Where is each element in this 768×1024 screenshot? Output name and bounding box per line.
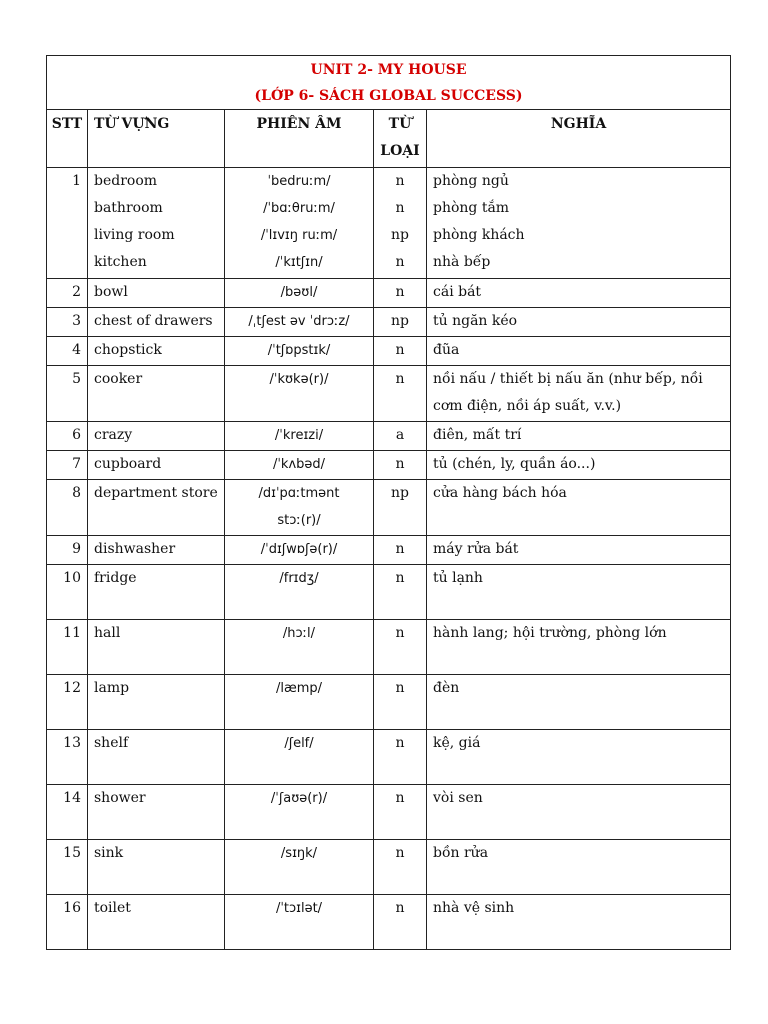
table-row	[47, 308, 731, 337]
cell-pos	[374, 620, 427, 675]
table-row	[47, 730, 731, 785]
cell-word	[88, 451, 225, 480]
cell-pos	[374, 895, 427, 950]
cell-word-line: chopstick	[94, 342, 162, 358]
cell-meaning	[427, 536, 731, 565]
cell-pos-line: n	[395, 735, 405, 751]
cell-word-line: cupboard	[94, 456, 162, 472]
cell-word-line: shelf	[94, 735, 129, 751]
cell-stt: 13	[47, 730, 88, 785]
cell-ipa-line: /ʃelf/	[284, 736, 314, 751]
table-row	[47, 536, 731, 565]
cell-pos	[374, 308, 427, 337]
cell-pos	[374, 480, 427, 536]
title-line-1: UNIT 2- MY HOUSE	[310, 62, 467, 78]
cell-ipa-line: stɔː(r)/	[277, 513, 321, 528]
cell-word	[88, 565, 225, 620]
cell-meaning	[427, 565, 731, 620]
cell-meaning	[427, 451, 731, 480]
cell-pos	[374, 168, 427, 279]
cell-word	[88, 730, 225, 785]
cell-stt: 10	[47, 565, 88, 620]
cell-ipa-line: /ˈʃaʊə(r)/	[270, 791, 328, 806]
title-line-2: (LỚP 6- SÁCH GLOBAL SUCCESS)	[254, 88, 523, 104]
title-row	[47, 56, 731, 110]
cell-word-line: bowl	[94, 284, 128, 300]
cell-ipa	[225, 366, 374, 422]
cell-pos-line: np	[391, 485, 409, 501]
cell-word	[88, 675, 225, 730]
cell-word-line: sink	[94, 845, 124, 861]
cell-meaning	[427, 895, 731, 950]
cell-meaning-line: đũa	[433, 342, 460, 358]
cell-word-line: bedroom	[94, 173, 158, 189]
cell-meaning-line: cái bát	[433, 284, 482, 300]
cell-word-line: kitchen	[94, 254, 147, 270]
cell-meaning-line: phòng khách	[433, 227, 525, 243]
header-pos	[374, 110, 427, 168]
cell-ipa	[225, 422, 374, 451]
header-word: TỪ VỰNG	[88, 110, 225, 168]
cell-word	[88, 785, 225, 840]
cell-word	[88, 620, 225, 675]
cell-pos-line: n	[395, 845, 405, 861]
cell-pos-line: n	[395, 200, 405, 216]
cell-ipa	[225, 785, 374, 840]
cell-meaning	[427, 366, 731, 422]
cell-ipa-line: /frɪdʒ/	[279, 571, 319, 586]
cell-pos	[374, 840, 427, 895]
cell-stt: 5	[47, 366, 88, 422]
cell-word-line: department store	[94, 485, 218, 501]
cell-meaning-line: kệ, giá	[433, 735, 481, 751]
cell-pos	[374, 366, 427, 422]
cell-stt: 4	[47, 337, 88, 366]
cell-ipa-line: /ˈdɪʃwɒʃə(r)/	[260, 542, 338, 557]
cell-pos	[374, 536, 427, 565]
cell-pos	[374, 337, 427, 366]
cell-word	[88, 895, 225, 950]
header-pos-line-2: LOẠI	[380, 143, 420, 159]
cell-meaning-line: vòi sen	[433, 790, 483, 806]
cell-ipa-line: /ˈtɔɪlət/	[275, 901, 323, 916]
cell-word-line: dishwasher	[94, 541, 176, 557]
cell-pos-line: n	[395, 541, 405, 557]
cell-ipa-line: /ˈtʃɒpstɪk/	[267, 343, 331, 358]
cell-ipa-line: /ˈkɪtʃɪn/	[275, 255, 323, 270]
cell-ipa-line: /læmp/	[275, 681, 323, 696]
cell-word	[88, 536, 225, 565]
cell-ipa	[225, 565, 374, 620]
cell-word	[88, 480, 225, 536]
header-pos-line-1: TỪ	[388, 116, 412, 132]
cell-pos	[374, 565, 427, 620]
cell-word	[88, 422, 225, 451]
header-meaning: NGHĨA	[427, 110, 731, 168]
table-title	[47, 56, 731, 110]
cell-ipa	[225, 840, 374, 895]
cell-meaning	[427, 675, 731, 730]
cell-meaning-line: hành lang; hội trường, phòng lớn	[433, 625, 667, 641]
cell-ipa-line: /ˈkʊkə(r)/	[269, 372, 329, 387]
table-row	[47, 620, 731, 675]
cell-meaning-line: đèn	[433, 680, 460, 696]
cell-pos	[374, 730, 427, 785]
cell-word-line: hall	[94, 625, 121, 641]
cell-pos-line: n	[395, 900, 405, 916]
table-row	[47, 675, 731, 730]
cell-stt: 6	[47, 422, 88, 451]
cell-ipa	[225, 337, 374, 366]
header-ipa: PHIÊN ÂM	[225, 110, 374, 168]
cell-word-line: shower	[94, 790, 146, 806]
cell-ipa	[225, 451, 374, 480]
cell-stt: 3	[47, 308, 88, 337]
cell-pos	[374, 451, 427, 480]
cell-meaning-line: tủ ngăn kéo	[433, 313, 518, 329]
cell-stt: 9	[47, 536, 88, 565]
cell-ipa	[225, 675, 374, 730]
cell-ipa	[225, 620, 374, 675]
vocabulary-table	[46, 55, 731, 950]
cell-pos-line: n	[395, 342, 405, 358]
cell-meaning-line: cửa hàng bách hóa	[433, 485, 567, 501]
cell-meaning-line: nhà vệ sinh	[433, 900, 515, 916]
cell-pos-line: n	[395, 790, 405, 806]
cell-pos	[374, 675, 427, 730]
cell-word	[88, 840, 225, 895]
cell-meaning-line: máy rửa bát	[433, 541, 519, 557]
cell-word-line: lamp	[94, 680, 130, 696]
cell-word	[88, 366, 225, 422]
cell-stt: 2	[47, 279, 88, 308]
cell-word-line: chest of drawers	[94, 313, 213, 329]
cell-stt: 1	[47, 168, 88, 279]
cell-stt: 11	[47, 620, 88, 675]
cell-meaning	[427, 840, 731, 895]
cell-ipa-line: /dɪˈpɑːtmənt	[258, 486, 340, 501]
cell-ipa	[225, 895, 374, 950]
cell-ipa	[225, 480, 374, 536]
cell-stt: 15	[47, 840, 88, 895]
header-stt: STT	[47, 110, 88, 168]
cell-ipa	[225, 308, 374, 337]
cell-meaning	[427, 422, 731, 451]
cell-meaning	[427, 620, 731, 675]
table-row	[47, 451, 731, 480]
table-row	[47, 895, 731, 950]
cell-pos	[374, 785, 427, 840]
cell-meaning-line: nồi nấu / thiết bị nấu ăn (như bếp, nồi cơm điện, nồi áp suất, v.v.)	[433, 371, 703, 414]
table-row	[47, 422, 731, 451]
cell-word-line: crazy	[94, 427, 133, 443]
cell-ipa-line: /ˈkreɪzi/	[274, 428, 324, 443]
cell-pos-line: np	[391, 313, 409, 329]
table-row	[47, 366, 731, 422]
table-row	[47, 840, 731, 895]
cell-meaning	[427, 337, 731, 366]
cell-meaning-line: nhà bếp	[433, 254, 491, 270]
cell-ipa-line: /hɔːl/	[282, 626, 316, 641]
cell-word-line: toilet	[94, 900, 131, 916]
cell-meaning-line: tủ (chén, ly, quần áo...)	[433, 456, 596, 472]
cell-word	[88, 337, 225, 366]
cell-stt: 16	[47, 895, 88, 950]
cell-pos-line: n	[395, 371, 405, 387]
cell-word	[88, 279, 225, 308]
cell-word-line: cooker	[94, 371, 143, 387]
cell-ipa-line: /ˈbɑːθruːm/	[263, 201, 335, 216]
cell-pos-line: n	[395, 570, 405, 586]
cell-meaning	[427, 480, 731, 536]
cell-ipa-line: /bəʊl/	[280, 285, 318, 300]
cell-pos-line: n	[395, 254, 405, 270]
cell-meaning-line: bồn rửa	[433, 845, 489, 861]
table-row	[47, 565, 731, 620]
cell-meaning-line: phòng tắm	[433, 200, 510, 216]
cell-pos	[374, 279, 427, 308]
cell-meaning	[427, 279, 731, 308]
cell-word	[88, 308, 225, 337]
cell-pos-line: n	[395, 284, 405, 300]
cell-word	[88, 168, 225, 279]
cell-ipa-line: /ˌtʃest əv ˈdrɔːz/	[248, 314, 350, 329]
cell-stt: 12	[47, 675, 88, 730]
cell-ipa-line: /sɪŋk/	[280, 846, 318, 861]
cell-ipa	[225, 730, 374, 785]
cell-pos-line: n	[395, 625, 405, 641]
table-row	[47, 279, 731, 308]
cell-stt: 7	[47, 451, 88, 480]
cell-ipa	[225, 168, 374, 279]
table-row	[47, 480, 731, 536]
cell-pos-line: np	[391, 227, 409, 243]
table-body	[47, 168, 731, 950]
cell-ipa	[225, 536, 374, 565]
cell-stt: 14	[47, 785, 88, 840]
cell-meaning	[427, 730, 731, 785]
table-row	[47, 168, 731, 279]
cell-meaning-line: điên, mất trí	[433, 427, 522, 443]
table-row	[47, 785, 731, 840]
cell-pos	[374, 422, 427, 451]
cell-pos-line: n	[395, 456, 405, 472]
cell-pos-line: n	[395, 173, 405, 189]
cell-meaning	[427, 308, 731, 337]
cell-word-line: fridge	[94, 570, 137, 586]
cell-stt: 8	[47, 480, 88, 536]
cell-pos-line: a	[395, 427, 405, 443]
cell-pos-line: n	[395, 680, 405, 696]
cell-word-line: living room	[94, 227, 175, 243]
cell-meaning-line: phòng ngủ	[433, 173, 509, 189]
cell-ipa-line: /ˈlɪvɪŋ ruːm/	[260, 228, 338, 243]
header-row	[47, 110, 731, 168]
cell-ipa-line: ˈbedruːm/	[267, 174, 331, 189]
cell-meaning	[427, 168, 731, 279]
cell-meaning	[427, 785, 731, 840]
cell-ipa-line: /ˈkʌbəd/	[272, 457, 326, 472]
table-row	[47, 337, 731, 366]
cell-word-line: bathroom	[94, 200, 163, 216]
cell-ipa	[225, 279, 374, 308]
cell-meaning-line: tủ lạnh	[433, 570, 483, 586]
